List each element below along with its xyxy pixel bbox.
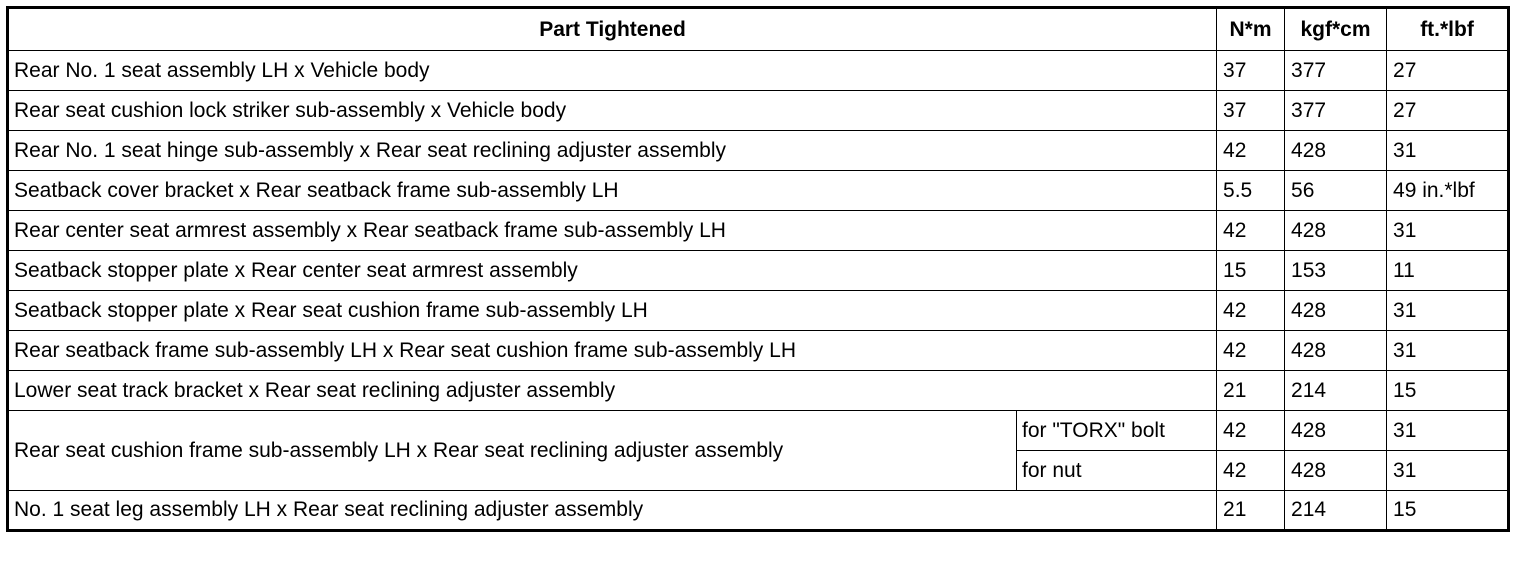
header-ft-lbf: ft.*lbf (1387, 8, 1509, 51)
ft-cell: 31 (1387, 411, 1509, 451)
nm-cell: 21 (1217, 491, 1285, 531)
part-cell: Rear No. 1 seat hinge sub-assembly x Rear seat reclining adjuster assembly (8, 131, 1217, 171)
table-row (8, 131, 1509, 171)
nm-cell: 37 (1217, 91, 1285, 131)
kgf-cell: 428 (1285, 331, 1387, 371)
table-row (8, 491, 1509, 531)
kgf-cell: 214 (1285, 491, 1387, 531)
ft-cell: 31 (1387, 331, 1509, 371)
table-row (8, 51, 1509, 91)
ft-cell: 27 (1387, 51, 1509, 91)
kgf-cell: 428 (1285, 411, 1387, 451)
nm-cell: 42 (1217, 131, 1285, 171)
part-cell: No. 1 seat leg assembly LH x Rear seat reclining adjuster assembly (8, 491, 1217, 531)
nm-cell: 42 (1217, 331, 1285, 371)
nm-cell: 37 (1217, 51, 1285, 91)
ft-cell: 31 (1387, 291, 1509, 331)
part-cell: Rear seat cushion frame sub-assembly LH x Rear seat reclining adjuster assembly (8, 411, 1017, 491)
table-row (8, 211, 1509, 251)
part-cell: Seatback cover bracket x Rear seatback frame sub-assembly LH (8, 171, 1217, 211)
nm-cell: 42 (1217, 291, 1285, 331)
nm-cell: 42 (1217, 451, 1285, 491)
kgf-cell: 428 (1285, 291, 1387, 331)
kgf-cell: 214 (1285, 371, 1387, 411)
table-row (8, 91, 1509, 131)
table-row (8, 371, 1509, 411)
nm-cell: 5.5 (1217, 171, 1285, 211)
fastener-type-cell: for nut (1017, 451, 1217, 491)
kgf-cell: 428 (1285, 451, 1387, 491)
ft-cell: 15 (1387, 371, 1509, 411)
kgf-cell: 377 (1285, 51, 1387, 91)
header-row (8, 8, 1509, 51)
kgf-cell: 428 (1285, 211, 1387, 251)
kgf-cell: 377 (1285, 91, 1387, 131)
part-cell: Rear seatback frame sub-assembly LH x Rear seat cushion frame sub-assembly LH (8, 331, 1217, 371)
torque-spec-table (6, 6, 1510, 532)
fastener-type-cell: for "TORX" bolt (1017, 411, 1217, 451)
ft-cell: 31 (1387, 211, 1509, 251)
table-row-split-top (8, 411, 1509, 451)
kgf-cell: 56 (1285, 171, 1387, 211)
table-row (8, 331, 1509, 371)
part-cell: Rear No. 1 seat assembly LH x Vehicle body (8, 51, 1217, 91)
ft-cell: 49 in.*lbf (1387, 171, 1509, 211)
ft-cell: 27 (1387, 91, 1509, 131)
part-cell: Rear seat cushion lock striker sub-assembly x Vehicle body (8, 91, 1217, 131)
ft-cell: 15 (1387, 491, 1509, 531)
ft-cell: 31 (1387, 131, 1509, 171)
header-nm: N*m (1217, 8, 1285, 51)
ft-cell: 11 (1387, 251, 1509, 291)
kgf-cell: 428 (1285, 131, 1387, 171)
nm-cell: 15 (1217, 251, 1285, 291)
part-cell: Rear center seat armrest assembly x Rear seatback frame sub-assembly LH (8, 211, 1217, 251)
table-row (8, 291, 1509, 331)
part-cell: Seatback stopper plate x Rear seat cushion frame sub-assembly LH (8, 291, 1217, 331)
part-cell: Lower seat track bracket x Rear seat reclining adjuster assembly (8, 371, 1217, 411)
header-part-tightened: Part Tightened (8, 8, 1217, 51)
part-cell: Seatback stopper plate x Rear center seat armrest assembly (8, 251, 1217, 291)
nm-cell: 42 (1217, 211, 1285, 251)
kgf-cell: 153 (1285, 251, 1387, 291)
nm-cell: 42 (1217, 411, 1285, 451)
nm-cell: 21 (1217, 371, 1285, 411)
header-kgf-cm: kgf*cm (1285, 8, 1387, 51)
table-row (8, 171, 1509, 211)
table-row (8, 251, 1509, 291)
ft-cell: 31 (1387, 451, 1509, 491)
